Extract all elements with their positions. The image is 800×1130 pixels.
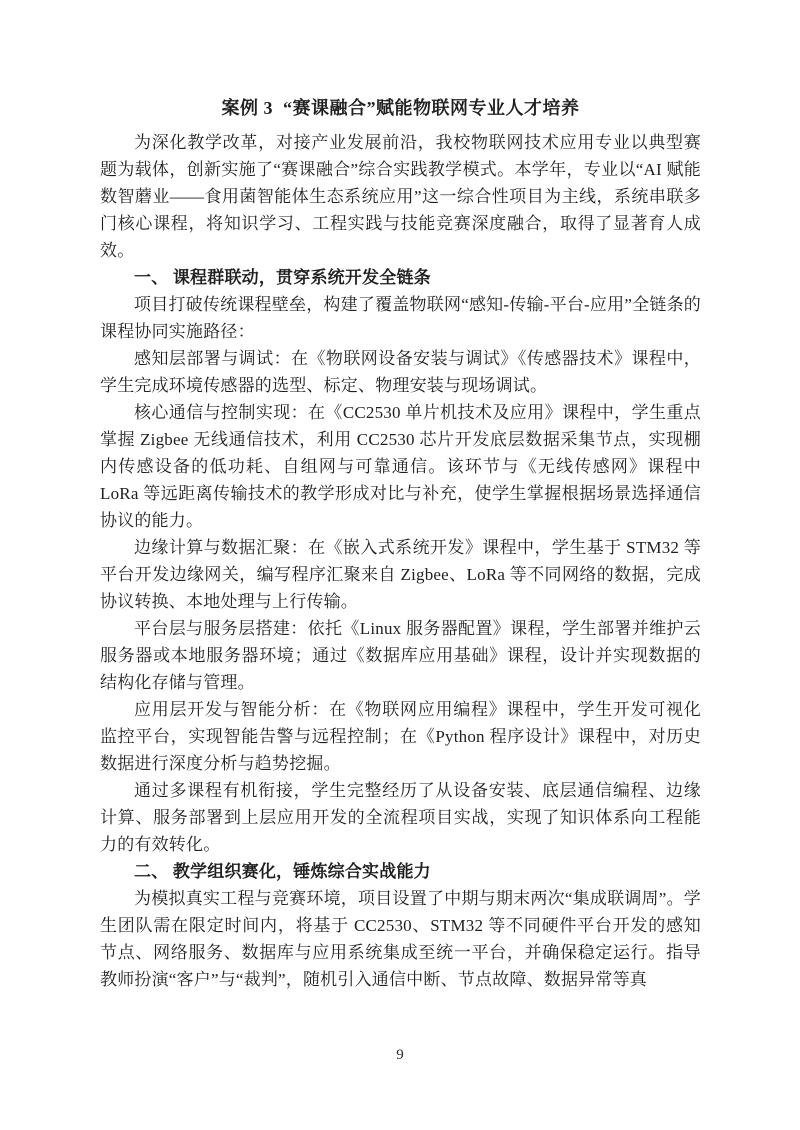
paragraph-chain-overview: 项目打破传统课程壁垒，构建了覆盖物联网“感知-传输-平台-应用”全链条的课程协同实施路径： [100, 295, 701, 341]
section-heading-2: 二、 教学组织赛化，锤炼综合实战能力 [134, 862, 431, 881]
document-title: 案例 3 “赛课融合”赋能物联网专业人才培养 [221, 98, 580, 118]
paragraph-edge-computing: 边缘计算与数据汇聚：在《嵌入式系统开发》课程中，学生基于 STM32 等平台开发边缘网关，编写程序汇聚来自 Zigbee、LoRa 等不同网络的数据，完成协议转换、本地处理与上行传输。 [100, 538, 701, 611]
paragraph-application-layer: 应用层开发与智能分析：在《物联网应用编程》课程中，学生开发可视化监控平台，实现智能告警与远程控制；在《Python 程序设计》课程中，对历史数据进行深度分析与趋势挖掘。 [100, 700, 701, 773]
paragraph-competition-organization: 为模拟真实工程与竞赛环境，项目设置了中期与期末两次“集成联调周”。学生团队需在限定时间内，将基于 CC2530、STM32 等不同硬件平台开发的感知节点、网络服务、数据库与应用系统集成至统一平台，并确保稳定运行。指导教师扮演“客户”与“裁判”，随机引入通信中断、节点故障、数据异常等真 [100, 889, 701, 989]
paragraph-intro: 为深化教学改革，对接产业发展前沿，我校物联网技术应用专业以典型赛题为载体，创新实施了“赛课融合”综合实践教学模式。本学年，专业以“AI 赋能 数智蘑业——食用菌智能体生态系统应用”这一综合性项目为主线，系统串联多门核心课程，将知识学习、工程实践与技能竞赛深度融合，取得了显著育人成效。 [100, 133, 701, 260]
paragraph-platform-service: 平台层与服务层搭建：依托《Linux 服务器配置》课程，学生部署并维护云服务器或本地服务器环境；通过《数据库应用基础》课程，设计并实现数据的结构化存储与管理。 [100, 619, 701, 692]
paragraph-course-integration: 通过多课程有机衔接，学生完整经历了从设备安装、底层通信编程、边缘计算、服务部署到上层应用开发的全流程项目实战，实现了知识体系向工程能力的有效转化。 [100, 781, 701, 854]
page-number: 9 [396, 1047, 404, 1063]
section-heading-1: 一、 课程群联动，贯穿系统开发全链条 [134, 268, 431, 287]
paragraph-core-communication: 核心通信与控制实现：在《CC2530 单片机技术及应用》课程中，学生重点掌握 Zigbee 无线通信技术，利用 CC2530 芯片开发底层数据采集节点，实现棚内传感设备的低功耗、自组网与可靠通信。该环节与《无线传感网》课程中 LoRa 等远距离传输技术的教学形成对比与补充，使学生掌握根据场景选择通信协议的能力。 [100, 403, 701, 530]
paragraph-perception-layer: 感知层部署与调试：在《物联网设备安装与调试》《传感器技术》课程中，学生完成环境传感器的选型、标定、物理安装与现场调试。 [100, 349, 701, 395]
document-body [100, 94, 701, 993]
